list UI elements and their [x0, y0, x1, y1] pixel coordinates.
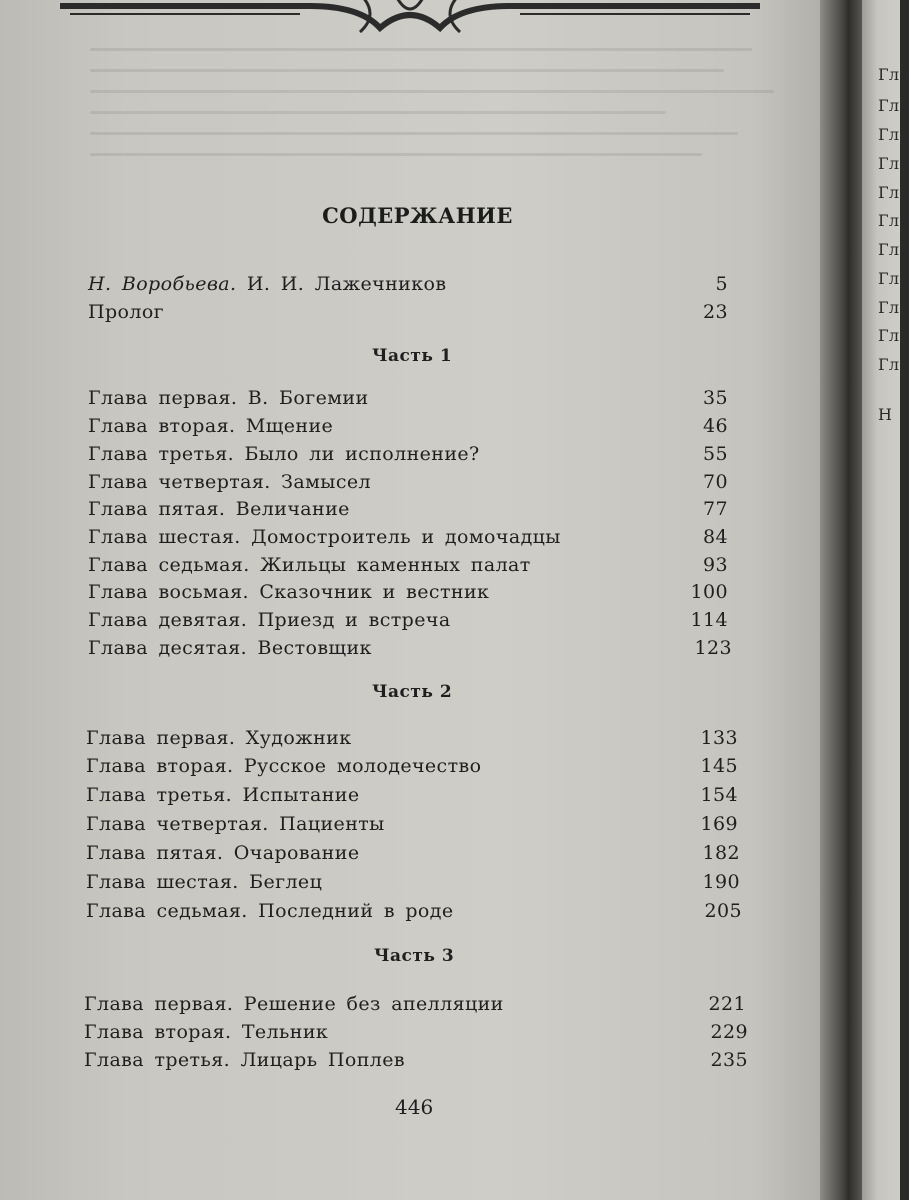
toc-entry: Глава первая. Художник 133	[86, 727, 738, 749]
toc-entry: Глава седьмая. Последний в роде 205	[86, 900, 742, 922]
toc-entry-prologue	[88, 301, 728, 323]
toc-page-number: 23	[703, 301, 728, 323]
toc-entry: Глава шестая. Беглец 190	[86, 871, 740, 893]
toc-entry: Глава четвертая. Замысел 70	[88, 471, 728, 493]
toc-entry-label: Пролог	[88, 301, 165, 323]
facing-page-fragment: Гла	[878, 211, 909, 230]
part-heading: Часть 2	[372, 682, 453, 702]
facing-page-fragment: Гла	[878, 125, 909, 144]
toc-author: Н. Воробьева.	[88, 273, 237, 295]
toc-entry: Глава третья. Лицарь Поплев 235	[84, 1049, 748, 1071]
facing-page-fragment: Гла	[878, 65, 909, 84]
facing-page-fragment: Гла	[878, 269, 909, 288]
toc-entry-label: И. И. Лажечников	[246, 273, 447, 295]
facing-page-fragment: Гла	[878, 183, 909, 202]
toc-entry: Глава первая. Решение без апелляции 221	[84, 993, 746, 1015]
facing-page-fragment: Гл	[878, 326, 900, 345]
page-number: 446	[395, 1095, 434, 1119]
facing-page-fragment: Гла	[878, 96, 909, 115]
toc-entry: Глава восьмая. Сказочник и вестник 100	[88, 581, 728, 603]
toc-entry: Глава третья. Было ли исполнение? 55	[88, 443, 728, 465]
toc-entry: Глава вторая. Мщение 46	[88, 415, 728, 437]
facing-page-fragment: Гла	[878, 154, 909, 173]
toc-entry: Глава пятая. Очарование 182	[86, 842, 740, 864]
toc-entry: Глава десятая. Вестовщик 123	[88, 637, 732, 659]
toc-entry: Глава девятая. Приезд и встреча 114	[88, 609, 728, 631]
toc-entry: Глава третья. Испытание 154	[86, 784, 738, 806]
toc-entry: Глава вторая. Тельник 229	[84, 1021, 748, 1043]
part-heading: Часть 1	[372, 346, 453, 366]
toc-entry: Глава седьмая. Жильцы каменных палат 93	[88, 554, 728, 576]
toc-entry: Глава первая. В. Богемии 35	[88, 387, 728, 409]
toc-title: СОДЕРЖАНИЕ	[322, 203, 513, 228]
book-gutter	[820, 0, 868, 1200]
toc-page-number: 5	[715, 273, 728, 295]
facing-page-fragment: Гл	[878, 355, 900, 374]
toc-entry-intro	[88, 273, 728, 295]
facing-page-fragment: Гл	[878, 298, 900, 317]
toc-entry: Глава вторая. Русское молодечество 145	[86, 755, 738, 777]
toc-entry: Глава шестая. Домостроитель и домочадцы 84	[88, 526, 728, 548]
facing-page-fragment: Н	[878, 405, 893, 424]
facing-page-fragment: Гла	[878, 240, 909, 259]
book-page-right	[862, 0, 909, 1200]
part-heading: Часть 3	[374, 946, 455, 966]
toc-entry: Глава четвертая. Пациенты 169	[86, 813, 738, 835]
toc-entry: Глава пятая. Величание 77	[88, 498, 728, 520]
